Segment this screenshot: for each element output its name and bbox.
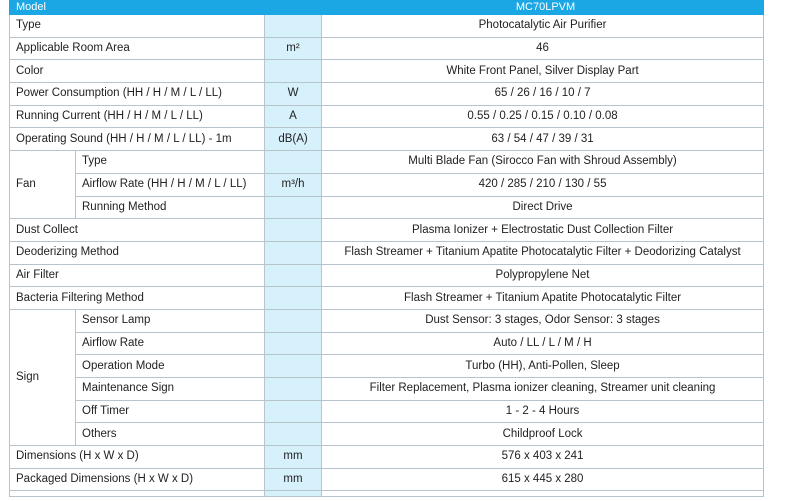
spec-sublabel: Running Method (76, 196, 265, 219)
spec-value: Turbo (HH), Anti-Pollen, Sleep (322, 355, 764, 378)
spec-label: Power Consumption (HH / H / M / L / LL) (10, 83, 265, 106)
header-label: Model (10, 1, 322, 15)
spec-row-air-filter (10, 264, 764, 287)
spec-value: 0.55 / 0.25 / 0.15 / 0.10 / 0.08 (322, 105, 764, 128)
spec-label: Dust Collect (10, 219, 265, 242)
spec-unit (265, 355, 322, 378)
spec-value: Multi Blade Fan (Sirocco Fan with Shroud Assembly) (322, 151, 764, 174)
spec-sublabel: Off Timer (76, 400, 265, 423)
spec-unit (265, 264, 322, 287)
spec-unit: m² (265, 37, 322, 60)
spec-row-sound (10, 128, 764, 151)
spec-unit: mm (265, 468, 322, 491)
group-label-sign: Sign (10, 309, 76, 445)
spec-unit (265, 219, 322, 242)
spec-value: 615 x 445 x 280 (322, 468, 764, 491)
spec-row-room-area (10, 37, 764, 60)
spec-value: 63 / 54 / 47 / 39 / 31 (322, 128, 764, 151)
spec-row-deodorizing (10, 241, 764, 264)
spec-row-dust (10, 219, 764, 242)
spec-unit (265, 309, 322, 332)
spec-value: 576 x 403 x 241 (322, 446, 764, 469)
spec-value: Filter Replacement, Plasma ionizer cleaning, Streamer unit cleaning (322, 378, 764, 401)
spec-sublabel: Airflow Rate (76, 332, 265, 355)
spec-row-bacteria (10, 287, 764, 310)
spec-unit: mm (265, 446, 322, 469)
spec-value: Flash Streamer + Titanium Apatite Photocatalytic Filter + Deodorizing Catalyst (322, 241, 764, 264)
spec-row-sign-maintenance (10, 378, 764, 401)
spec-sublabel: Operation Mode (76, 355, 265, 378)
spec-sublabel: Maintenance Sign (76, 378, 265, 401)
spec-label: Applicable Room Area (10, 37, 265, 60)
spec-sublabel: Others (76, 423, 265, 446)
spec-row-sign-airflow (10, 332, 764, 355)
spec-unit (265, 423, 322, 446)
spec-value: Auto / LL / L / M / H (322, 332, 764, 355)
spec-sublabel: Sensor Lamp (76, 309, 265, 332)
spec-row-current (10, 105, 764, 128)
spec-row-fan-running (10, 196, 764, 219)
spec-unit (265, 400, 322, 423)
spec-row-fan-airflow (10, 173, 764, 196)
spec-value: 46 (322, 37, 764, 60)
spec-label: Operating Sound (HH / H / M / L / LL) - 1m (10, 128, 265, 151)
spec-row-packaged-dimensions (10, 468, 764, 491)
spec-value: Dust Sensor: 3 stages, Odor Sensor: 3 stages (322, 309, 764, 332)
spec-unit (265, 287, 322, 310)
spec-label: Type (10, 15, 265, 38)
spec-unit (265, 241, 322, 264)
spec-unit (265, 491, 322, 497)
spec-label: Dimensions (H x W x D) (10, 446, 265, 469)
spec-value: Flash Streamer + Titanium Apatite Photocatalytic Filter (322, 287, 764, 310)
spec-row-power (10, 83, 764, 106)
spec-value: Photocatalytic Air Purifier (322, 15, 764, 38)
spec-row-sign-timer (10, 400, 764, 423)
spec-label: Packaged Dimensions (H x W x D) (10, 468, 265, 491)
spec-row-color (10, 60, 764, 83)
spec-value: Polypropylene Net (322, 264, 764, 287)
spec-row-sign-sensor (10, 309, 764, 332)
spec-unit (265, 15, 322, 38)
spec-sublabel: Type (76, 151, 265, 174)
spec-row-dimensions (10, 446, 764, 469)
spec-label: Bacteria Filtering Method (10, 287, 265, 310)
spec-value: 65 / 26 / 16 / 10 / 7 (322, 83, 764, 106)
spec-value (322, 491, 764, 497)
header-model: MC70LPVM (322, 1, 764, 15)
spec-sublabel: Airflow Rate (HH / H / M / L / LL) (76, 173, 265, 196)
group-label-fan: Fan (10, 151, 76, 219)
spec-unit: A (265, 105, 322, 128)
spec-label: Running Current (HH / H / M / L / LL) (10, 105, 265, 128)
spec-row-sign-mode (10, 355, 764, 378)
spec-value: Direct Drive (322, 196, 764, 219)
spec-label: Deoderizing Method (10, 241, 265, 264)
spec-value: Plasma Ionizer + Electrostatic Dust Collection Filter (322, 219, 764, 242)
spec-unit: dB(A) (265, 128, 322, 151)
spec-row-sign-others (10, 423, 764, 446)
spec-row-fan-type (10, 151, 764, 174)
spec-unit (265, 151, 322, 174)
spec-label (10, 491, 265, 497)
spec-value: 1 - 2 - 4 Hours (322, 400, 764, 423)
spec-label: Air Filter (10, 264, 265, 287)
table-row-partial (10, 491, 764, 497)
spec-unit: m³/h (265, 173, 322, 196)
spec-unit: W (265, 83, 322, 106)
spec-table (9, 0, 764, 497)
spec-unit (265, 332, 322, 355)
header-row (10, 1, 764, 15)
spec-value: White Front Panel, Silver Display Part (322, 60, 764, 83)
spec-value: Childproof Lock (322, 423, 764, 446)
spec-row-type (10, 15, 764, 38)
spec-label: Color (10, 60, 265, 83)
spec-value: 420 / 285 / 210 / 130 / 55 (322, 173, 764, 196)
spec-unit (265, 196, 322, 219)
spec-unit (265, 378, 322, 401)
spec-unit (265, 60, 322, 83)
